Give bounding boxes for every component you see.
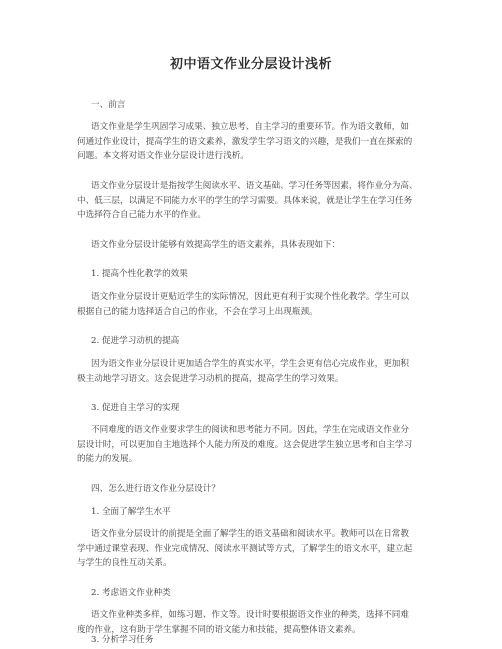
paragraph-line: 与学生的良性互动关系。 [77,558,172,569]
paragraph [77,120,439,164]
section-heading: 1. 全面了解学生水平 [91,507,171,517]
paragraph-line: 因为语文作业分层设计更加适合学生的真实水平，学生会更有信心完成作业，更加积 [91,359,409,369]
paragraph [77,423,439,467]
paragraph-line: 语文作业分层设计更贴近学生的实际情况，因此更有利于实现个性化教学。学生可以 [91,292,409,302]
section-heading: 3. 促进自主学习的实现 [91,403,180,413]
paragraph-line: 的能力的发展。 [77,454,138,465]
paragraph-line: 层设计时，可以更加自主地选择个人能力所及的难度。这会促进学生独立思考和自主学习 [77,439,413,450]
paragraph [77,179,439,223]
paragraph-line: 度的作业，这有助于学生掌握不同的语文能力和技能，提高整体语文素养。 [77,624,361,635]
section-heading: 四、怎么进行语文作业分层设计？ [91,484,220,494]
paragraph [77,357,439,386]
paragraph-line: 极主动地学习语文。这会促进学习动机的提高，提高学生的学习效果。 [77,373,344,384]
paragraph-line: 根据自己的能力选择适合自己的作业，不会在学习上出现瓶颈。 [77,306,318,317]
paragraph-line: 不同难度的语文作业要求学生的阅读和思考能力不同。因此，学生在完成语文作业分 [91,425,409,435]
paragraph-line: 中、低三层，以满足不同能力水平的学生的学习需要。具体来说，就是让学生在学习任务 [77,195,413,206]
paragraph-line: 学中通过课堂表现、作业完成情况、阅读水平测试等方式，了解学生的语文水平，建立起 [77,543,413,554]
paragraph-line: 语文作业分层设计是指按学生阅读水平、语文基础、学习任务等因素，将作业分为高、 [91,181,418,191]
section-heading: 1. 提高个性化教学的效果 [91,269,188,279]
paragraph-line: 问题。本文将对语文作业分层设计进行浅析。 [77,151,249,162]
paragraph [77,527,439,571]
paragraph-line: 语文作业分层设计能够有效提高学生的语文素养，具体表现如下： [91,240,341,250]
section-heading: 3. 分析学习任务 [91,635,154,645]
paragraph-line: 语文作业是学生巩固学习成果、独立思考、自主学习的重要环节。作为语文教师，如 [91,122,409,132]
paragraph [77,290,439,319]
section-heading: 2. 考虑语文作业种类 [91,588,171,598]
section-heading: 一、前言 [91,100,126,110]
paragraph-line: 语文作业分层设计的前提是全面了解学生的语文基础和阅读水平。教师可以在日常教 [91,529,409,539]
paragraph-line: 中选择符合自己能力水平的作业。 [77,210,206,221]
paragraph-line: 语文作业种类多样，如练习题、作文等。设计时要根据语文作业的种类，选择不同难 [91,610,409,620]
section-heading: 2. 促进学习动机的提高 [91,336,180,346]
paragraph-line: 何通过作业设计，提高学生的语文素养，激发学生学习语文的兴趣，是我们一直在探索的 [77,136,413,147]
document-title: 初中语文作业分层设计浅析 [169,57,332,72]
paragraph [77,238,439,253]
